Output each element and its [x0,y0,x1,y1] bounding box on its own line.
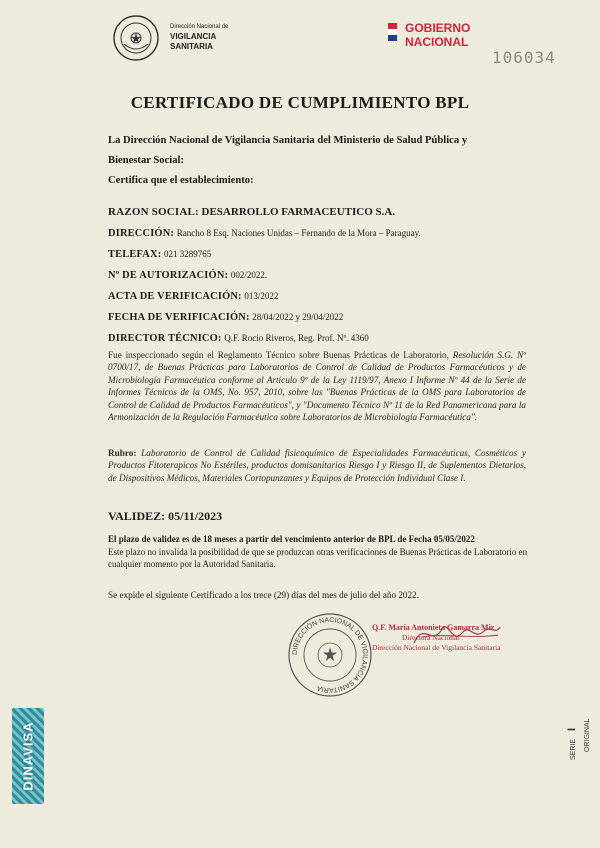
inspection-p2: Resolución S.G. Nº 0700/17, de Buenas Prácticas para Laboratorios de Control de Calidad de Productos Farmacéuticos y de Microbiología Farmacéutica conforme al Artículo 9º de la Ley 1119/97, Anexo I Informe Nº 44 de la Serie de Informes Técnicos de la OMS, No. 957, 2010, sobre las "Buenas Prácticas de la OMS para Laboratorios de Control de Calidad de Productos Farmacéuticos", y "Documento Técnico Nº 11 de la Red Panamericana para la Armonización de la Regulación Farmacéutica sobre Laboratorios de Microbiología Farmacéutica". [108,350,527,423]
serie-label-vertical [566,722,578,760]
rubro-label: Rubro: [108,448,137,458]
signatory-role: Directora Nacional [402,633,460,642]
intro-line3: Certifica que el establecimiento: [108,175,254,186]
intro-line2: Bienestar Social: [108,155,185,166]
gobierno-nacional-logo [405,21,470,49]
plazo-block [108,533,528,571]
agency-line3: SANITARIA [170,42,213,51]
direccion-label: DIRECCIÓN: [108,228,175,239]
signatory-org: Dirección Nacional de Vigilancia Sanitaria [372,643,501,652]
field-razon-social [108,202,528,223]
intro-block [108,131,508,191]
serie-label: SERIE [570,738,577,760]
field-fecha [108,307,528,328]
dinavisa-label: DINAVISA [20,721,36,791]
agency-line1: Dirección Nacional de [170,24,229,30]
field-autorizacion [108,265,528,286]
issue-statement: Se expide el siguiente Certificado a los trece (29) días del mes de julio del año 2022. [108,590,420,600]
validez-date: VALIDEZ: 05/11/2023 [108,509,223,523]
original-label: ORIGINAL [584,718,591,752]
rubro-paragraph [108,447,526,484]
dinavisa-hologram [12,708,44,804]
handwritten-signature [412,617,502,651]
telefax-value: 021 3289765 [163,249,212,259]
acta-value: 013/2022 [244,291,279,301]
razon-label: RAZON SOCIAL: [108,206,199,218]
agency-logo-text [170,22,228,52]
establishment-fields [108,202,528,349]
field-director [108,328,528,349]
inspection-paragraph [108,349,526,423]
plazo-bold: El plazo de validez es de 18 meses a partir del vencimiento anterior de BPL de Fecha 05/05/2022 [108,534,475,544]
gov-line2: NACIONAL [405,35,469,49]
field-acta [108,286,528,307]
intro-line1: La Dirección Nacional de Vigilancia Sanitaria del Ministerio de Salud Pública y [108,135,468,146]
stamp-text: DIRECCIÓN NACIONAL DE VIGILANCIA SANITARIA [291,616,369,694]
inspection-p1: Fue inspeccionado según el Reglamento Técnico sobre Buenas Prácticas de Laboratorio, [108,350,449,360]
serial-number: 106034 [492,48,556,67]
field-telefax [108,244,528,265]
director-value: Q.F. Rocio Riveros, Reg. Prof. Nº. 4360 [224,333,369,343]
fecha-label: FECHA DE VERIFICACIÓN: [108,312,250,323]
agency-line2: VIGILANCIA [170,32,217,41]
signatory-name: Q.F. María Antonieta Gamarra Mir [372,623,495,632]
national-seal-icon [112,14,160,62]
autorizacion-value: 002/2022. [230,270,268,280]
telefax-label: TELEFAX: [108,249,162,260]
fecha-value: 28/04/2022 y 29/04/2022 [252,312,344,322]
gov-line1: GOBIERNO [405,21,471,35]
razon-value: DESARROLLO FARMACEUTICO S.A. [201,206,396,218]
director-label: DIRECTOR TÉCNICO: [108,333,222,344]
paraguay-flag-icon [388,23,397,41]
document-title: CERTIFICADO DE CUMPLIMIENTO BPL [130,93,470,112]
direccion-value: Rancho 8 Esq. Naciones Unidas – Fernando de la Mora – Paraguay. [176,228,421,238]
plazo-text: Este plazo no invalida la posibilidad de que se produzcan otras verificaciones de Buenas Prácticas de Laboratorio en cualquier momento por la Autoridad Sanitaria. [108,546,528,569]
serie-value: I [566,727,578,732]
signature-block [372,623,507,653]
rubro-text: Laboratorio de Control de Calidad fisicoquímico de Especialidades Farmacéuticas, Cosméticos y Productos Fitoterapicos No Estériles, productos domisanitarios Riesgo I y Riesgo II, de Suplementos Dietarios, de Dispositivos Médicos, Materiales Cortopunzantes y Equipos de Protección Individual Clase I. [108,448,527,483]
field-direccion [108,223,528,244]
acta-label: ACTA DE VERIFICACIÓN: [108,291,242,302]
autorizacion-label: Nº DE AUTORIZACIÓN: [108,270,229,281]
official-stamp-icon [287,612,373,698]
